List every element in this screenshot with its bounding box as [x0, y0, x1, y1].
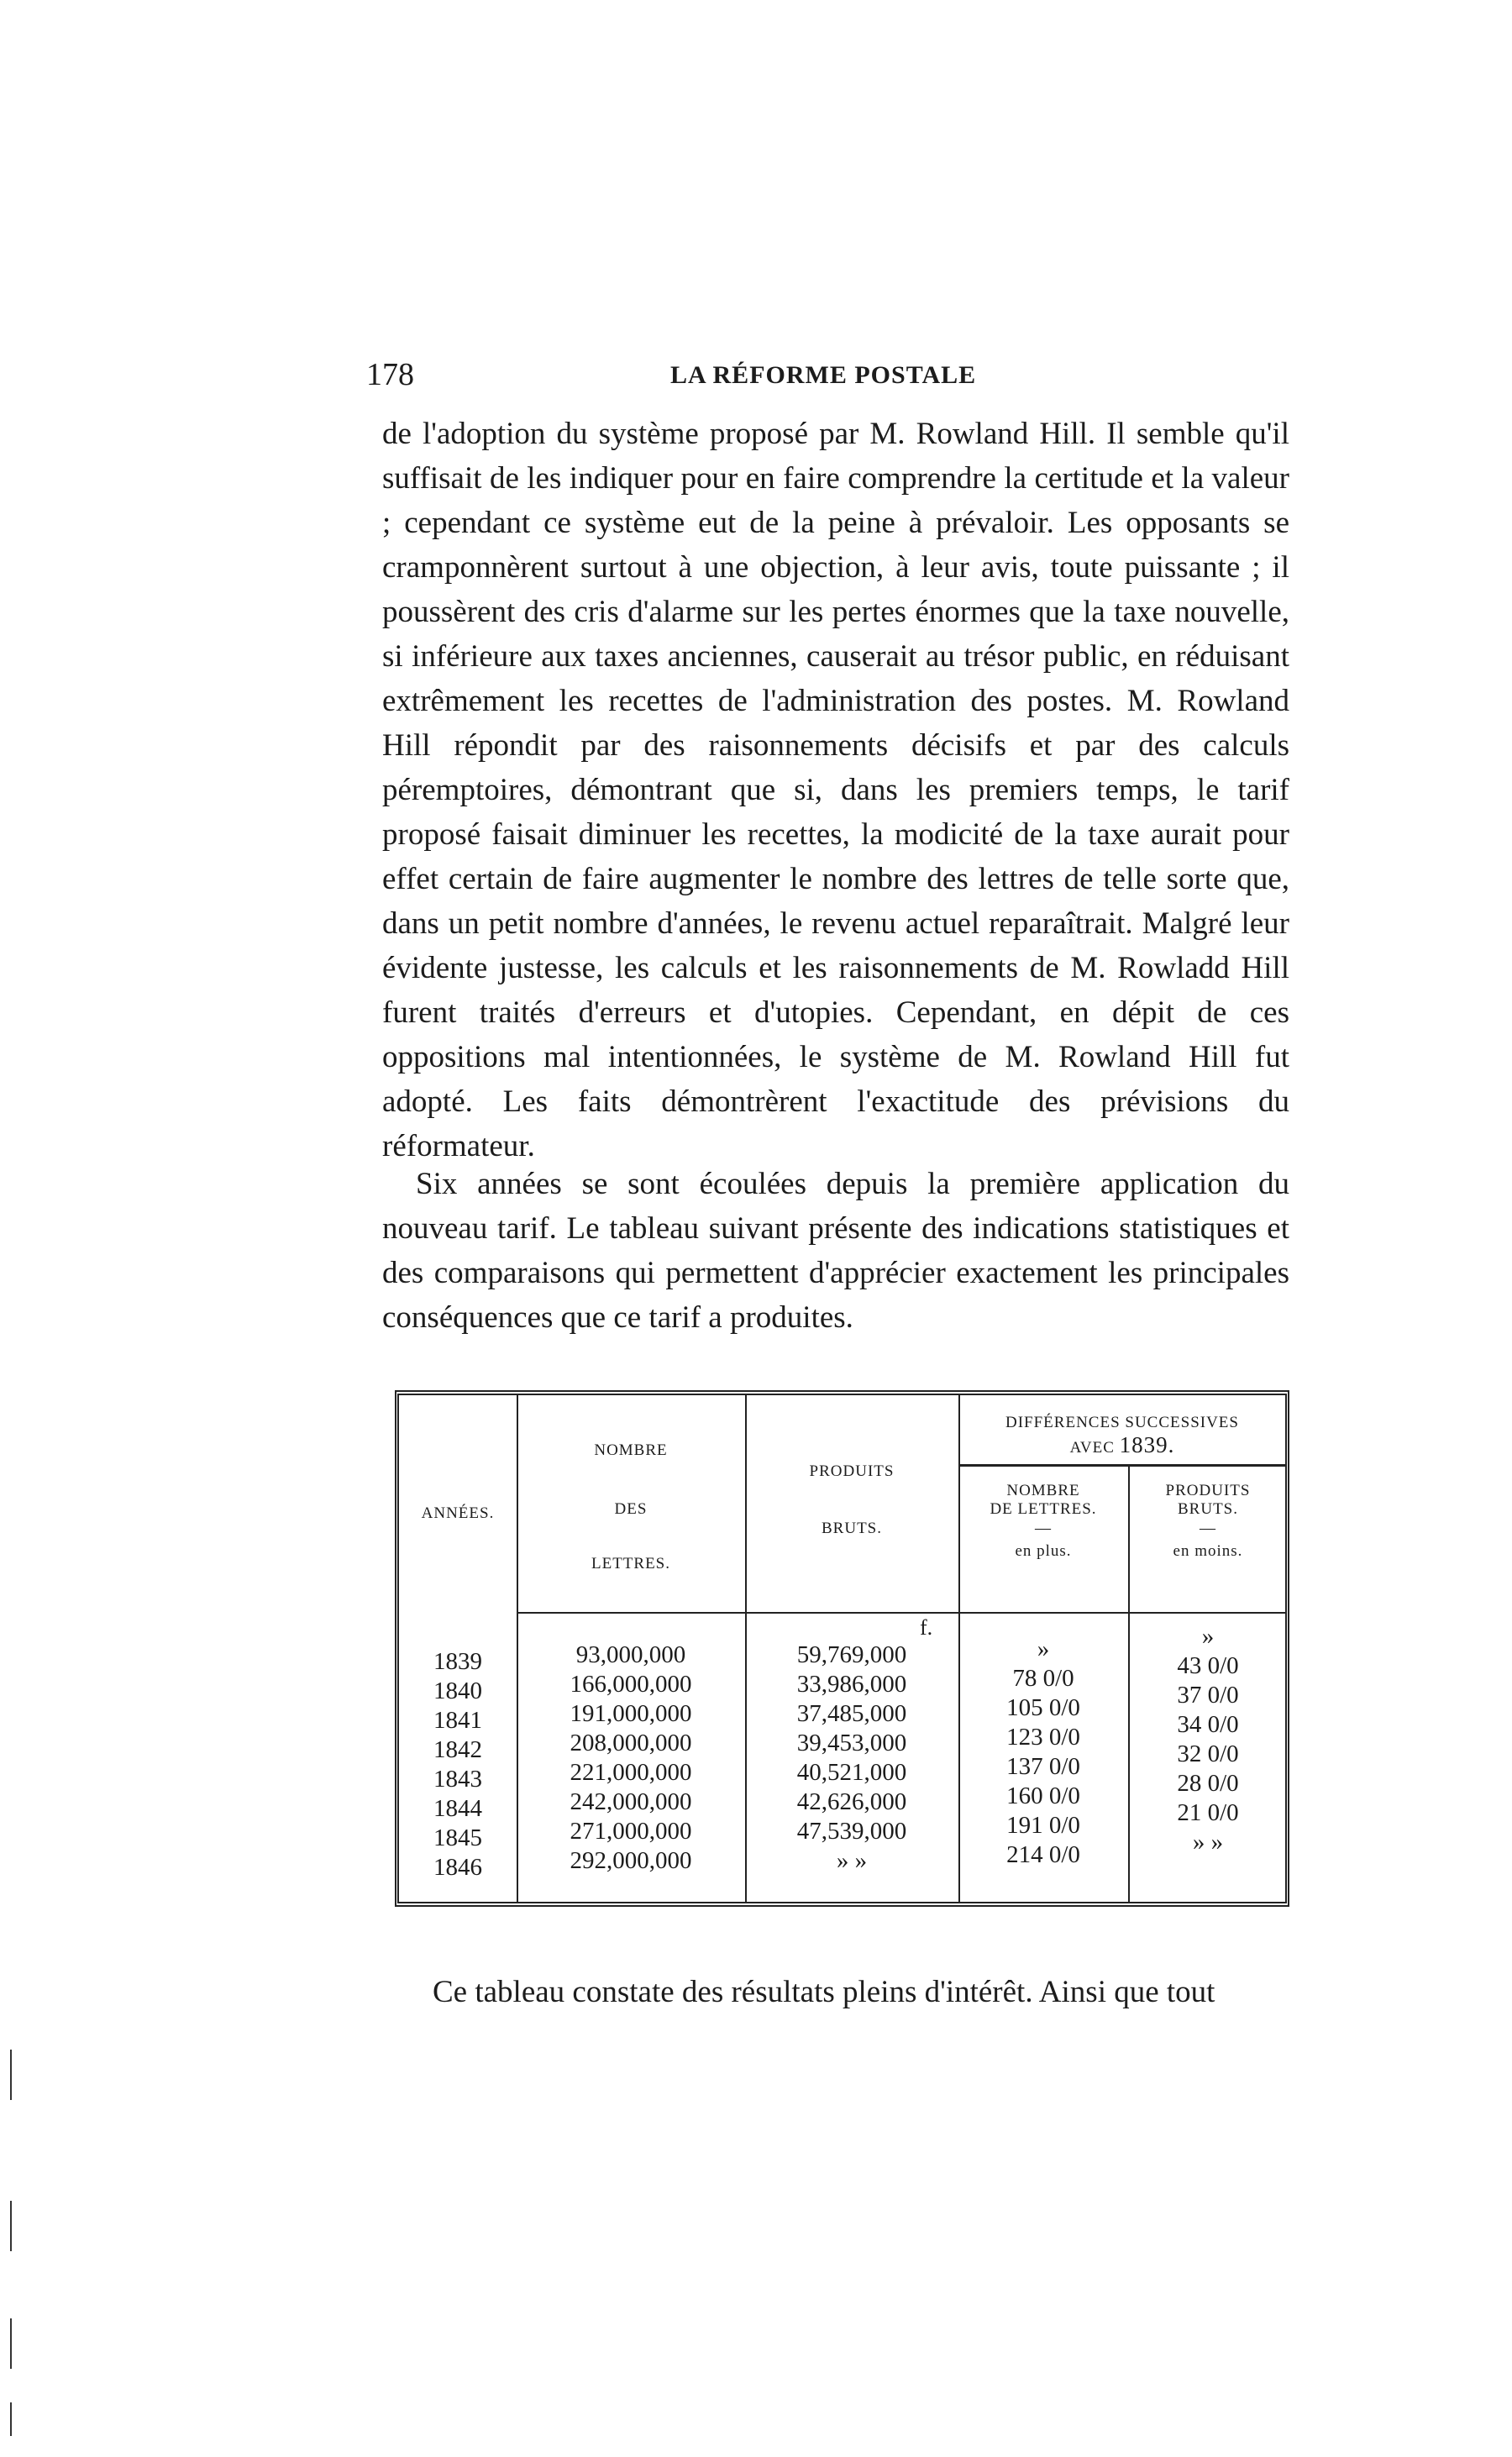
- header-avec: AVEC: [1069, 1439, 1115, 1457]
- running-title: LA RÉFORME POSTALE: [670, 361, 977, 389]
- paragraph-1: de l'adoption du système proposé par M. Rowland Hill. Il semble qu'il suffisait de les indiquer pour en faire comprendre la certitude et la valeur ; cependant ce système eut de la peine à prévaloir. Les opposants se cramponnèrent surtout à une objection, à leur avis, toute puissante ; il poussèrent des cris d'alarme sur les pertes énormes que la taxe nouvelle, si inférieure aux taxes anciennes, causerait au trésor public, en réduisant extrêmement les recettes de l'administration des postes. M. Rowland Hill répondit par des raisonnements décisifs et par des calculs péremptoires, démontrant que si, dans les premiers temps, le tarif proposé faisait diminuer les recettes, la modicité de la taxe aurait pour effet certain de faire augmenter le nombre des lettres de telle sorte que, dans un petit nombre d'années, le revenu actuel reparaîtrait. Malgré leur évidente justesse, les calculs et les raisonnements de M. Rowladd Hill furent traités d'erreurs et d'utopies. Cependant, en dépit de ces oppositions mal intentionnées, le système de M. Rowland Hill fut adopté. Les faits démontrèrent l'exactitude des prévisions du réformateur.: [382, 417, 1289, 1163]
- scan-margin-mark: [10, 2201, 12, 2251]
- page-number: 178: [366, 357, 414, 392]
- subheader-lettres-2: DE LETTRES.: [990, 1500, 1097, 1518]
- header-year: 1839.: [1119, 1432, 1175, 1457]
- subheader-lettres-3: en plus.: [1015, 1542, 1072, 1560]
- header-differences-1: DIFFÉRENCES SUCCESSIVES: [1005, 1414, 1239, 1431]
- scan-margin-mark: [10, 2050, 12, 2100]
- column-produits: 59,769,000 33,986,000 37,485,000 39,453,000 40,521,000 42,626,000 47,539,000 » »: [796, 1641, 907, 1874]
- subheader-produits-2: BRUTS.: [1178, 1500, 1238, 1518]
- header-nombre-3: LETTRES.: [591, 1555, 671, 1572]
- header-nombre-2: DES: [614, 1500, 648, 1518]
- header-nombre-1: NOMBRE: [594, 1441, 668, 1459]
- unit-francs: f.: [920, 1615, 933, 1640]
- subheader-lettres-1: NOMBRE: [1006, 1482, 1080, 1499]
- column-diff-lettres: » 78 0/0 105 0/0 123 0/0 137 0/0 160 0/0 191 0/0 214 0/0: [1006, 1635, 1080, 1868]
- running-header: [366, 356, 1307, 398]
- statistics-table: [395, 1390, 1289, 1907]
- subheader-rule: [958, 1464, 1285, 1467]
- header-produits-2: BRUTS.: [822, 1520, 882, 1537]
- subheader-produits-dash: —: [1200, 1520, 1216, 1537]
- column-diff-produits: » 43 0/0 37 0/0 34 0/0 32 0/0 28 0/0 21 0/0 » »: [1177, 1623, 1239, 1856]
- subheader-produits-3: en moins.: [1173, 1542, 1243, 1560]
- subheader-lettres-dash: —: [1035, 1520, 1052, 1537]
- header-annees: ANNÉES.: [421, 1504, 495, 1522]
- column-years: 1839 1840 1841 1842 1843 1844 1845 1846: [433, 1648, 482, 1881]
- column-lettres: 93,000,000 166,000,000 191,000,000 208,000,000 221,000,000 242,000,000 271,000,000 292,000,000: [570, 1641, 692, 1874]
- scan-margin-mark: [10, 2318, 12, 2369]
- subheader-produits-1: PRODUITS: [1165, 1482, 1251, 1499]
- scan-margin-mark: [10, 2402, 12, 2436]
- header-rule: [517, 1612, 1285, 1614]
- paragraph-3: Ce tableau constate des résultats pleins d'intérêt. Ainsi que tout: [433, 1975, 1215, 2009]
- header-differences-2: [958, 1432, 1286, 1458]
- paragraph-2: Six années se sont écoulées depuis la première application du nouveau tarif. Le tableau suivant présente des indications statistiques et des comparaisons qui permettent d'apprécier exactement les principales conséquences que ce tarif a produites.: [382, 1167, 1289, 1335]
- header-produits-1: PRODUITS: [809, 1462, 895, 1480]
